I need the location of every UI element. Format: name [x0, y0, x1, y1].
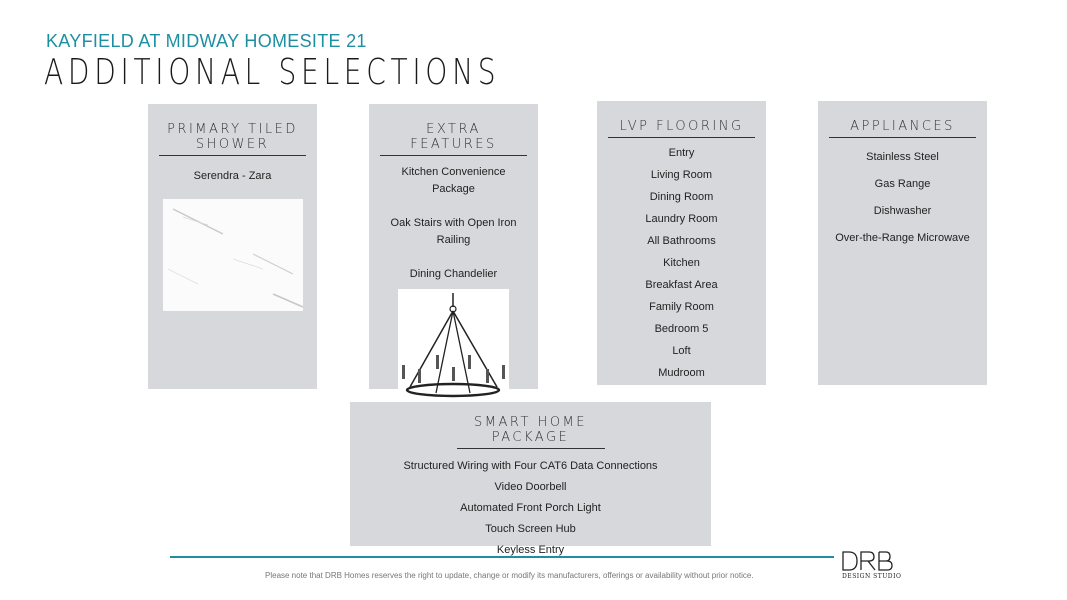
homesite-subtitle: KAYFIELD AT MIDWAY HOMESITE 21 [46, 31, 367, 51]
list-item: Living Room [650, 169, 713, 181]
card-items [194, 168, 272, 185]
list-item: Dishwasher [873, 205, 932, 217]
card-items [384, 164, 524, 283]
list-item: Automated Front Porch Light [460, 502, 601, 514]
footer-divider [170, 556, 834, 558]
list-item: Gas Range [874, 178, 931, 190]
list-item: Touch Screen Hub [485, 523, 576, 535]
list-item: Kitchen Convenience Package [401, 166, 506, 195]
card-extra-features [369, 104, 538, 389]
card-lvp-flooring [597, 101, 766, 385]
list-item: Structured Wiring with Four CAT6 Data Connections [403, 460, 658, 472]
list-item: Oak Stairs with Open Iron Railing [390, 217, 517, 246]
card-heading: SMART HOME PACKAGE [457, 415, 605, 449]
list-item: Video Doorbell [494, 481, 567, 493]
card-heading: APPLIANCES [829, 119, 976, 138]
page-title: ADDITIONAL SELECTIONS [44, 52, 501, 93]
card-primary-tiled-shower [148, 104, 317, 389]
list-item: Laundry Room [645, 213, 718, 225]
chandelier-image [398, 289, 509, 401]
list-item: Breakfast Area [645, 279, 718, 291]
list-item: Dining Room [649, 191, 714, 203]
list-item: Keyless Entry [496, 544, 565, 556]
list-item: Bedroom 5 [654, 323, 709, 335]
card-items [403, 458, 657, 563]
list-item: Over-the-Range Microwave [835, 232, 970, 244]
card-heading: EXTRA FEATURES [380, 122, 527, 156]
list-item: Stainless Steel [866, 151, 939, 163]
list-item: Loft [672, 345, 691, 357]
card-heading: PRIMARY TILED SHOWER [159, 122, 306, 156]
footer-disclaimer: Please note that DRB Homes reserves the right to update, change or modify its manufacturers, offerings or availability without prior notice. [265, 571, 754, 580]
list-item: Kitchen [663, 257, 700, 269]
card-items [645, 144, 717, 386]
list-item: Dining Chandelier [409, 268, 498, 280]
card-heading: LVP FLOORING [608, 119, 755, 138]
card-appliances [818, 101, 987, 385]
list-item: Family Room [649, 301, 714, 313]
card-smart-home-package [350, 402, 711, 556]
marble-tile-image [163, 199, 303, 311]
list-item: Entry [668, 147, 695, 159]
list-item: Serendra - Zara [193, 170, 272, 182]
logo-subtext: DESIGN STUDIO [842, 573, 902, 580]
card-items [835, 148, 970, 256]
list-item: All Bathrooms [647, 235, 716, 247]
list-item: Mudroom [658, 367, 705, 379]
